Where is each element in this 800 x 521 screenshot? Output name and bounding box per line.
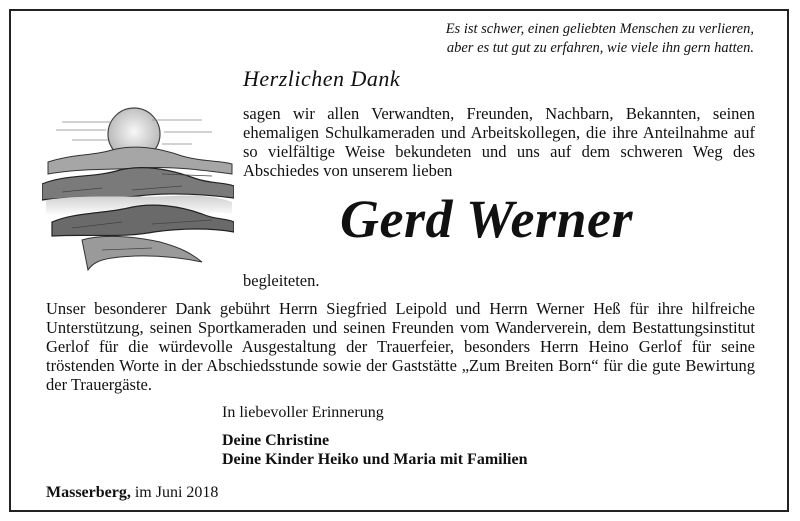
- epigraph-quote: [446, 20, 754, 58]
- quote-line-1: Es ist schwer, einen geliebten Menschen zu verlieren,: [445, 21, 754, 37]
- signature-line-2: Deine Kinder Heiko und Maria mit Familien: [222, 451, 528, 468]
- place-town: Masserberg,: [46, 484, 131, 501]
- thanks-heading: Herzlichen Dank: [243, 66, 401, 91]
- foreground-slope: [82, 236, 202, 270]
- mountain-ridge-mid: [42, 168, 234, 200]
- closing-phrase: In liebevoller Erinnerung: [222, 404, 384, 421]
- signature-line-1: Deine Christine: [222, 432, 330, 449]
- landscape-illustration: [42, 104, 234, 274]
- thanks-body-paragraph: Unser besonderer Dank gebührt Herrn Siegfried Leipold und Herrn Werner Heß für ihre hilfreiche Unterstützung, seinen Sportkameraden und seinen Freunden vom Wanderverein, dem Bestattungsinstitut Gerlof für die würdevolle Ausgestaltung der Trauerfeier, besonders Herrn Heino Gerlof für seine tröstenden Worte in der Abschiedsstunde sowie der Gaststätte „Zum Breiten Born“ für die gute Bewirtung der Trauergäste.: [46, 299, 755, 394]
- quote-line-2: aber es tut gut zu erfahren, wie viele ihn gern hatten.: [446, 40, 754, 56]
- place-date: [46, 484, 218, 502]
- intro-paragraph: sagen wir allen Verwandten, Freunden, Nachbarn, Bekannten, seinen ehemaligen Schulkameraden und Arbeitskollegen, die ihre Anteilnahme auf so vielfältige Weise bekundeten und uns auf dem schweren Weg des Abschiedes von unserem lieben: [243, 104, 755, 180]
- deceased-name: Gerd Werner: [340, 189, 634, 249]
- accompanied-text: begleiteten.: [243, 271, 320, 290]
- place-date-text: im Juni 2018: [134, 484, 219, 501]
